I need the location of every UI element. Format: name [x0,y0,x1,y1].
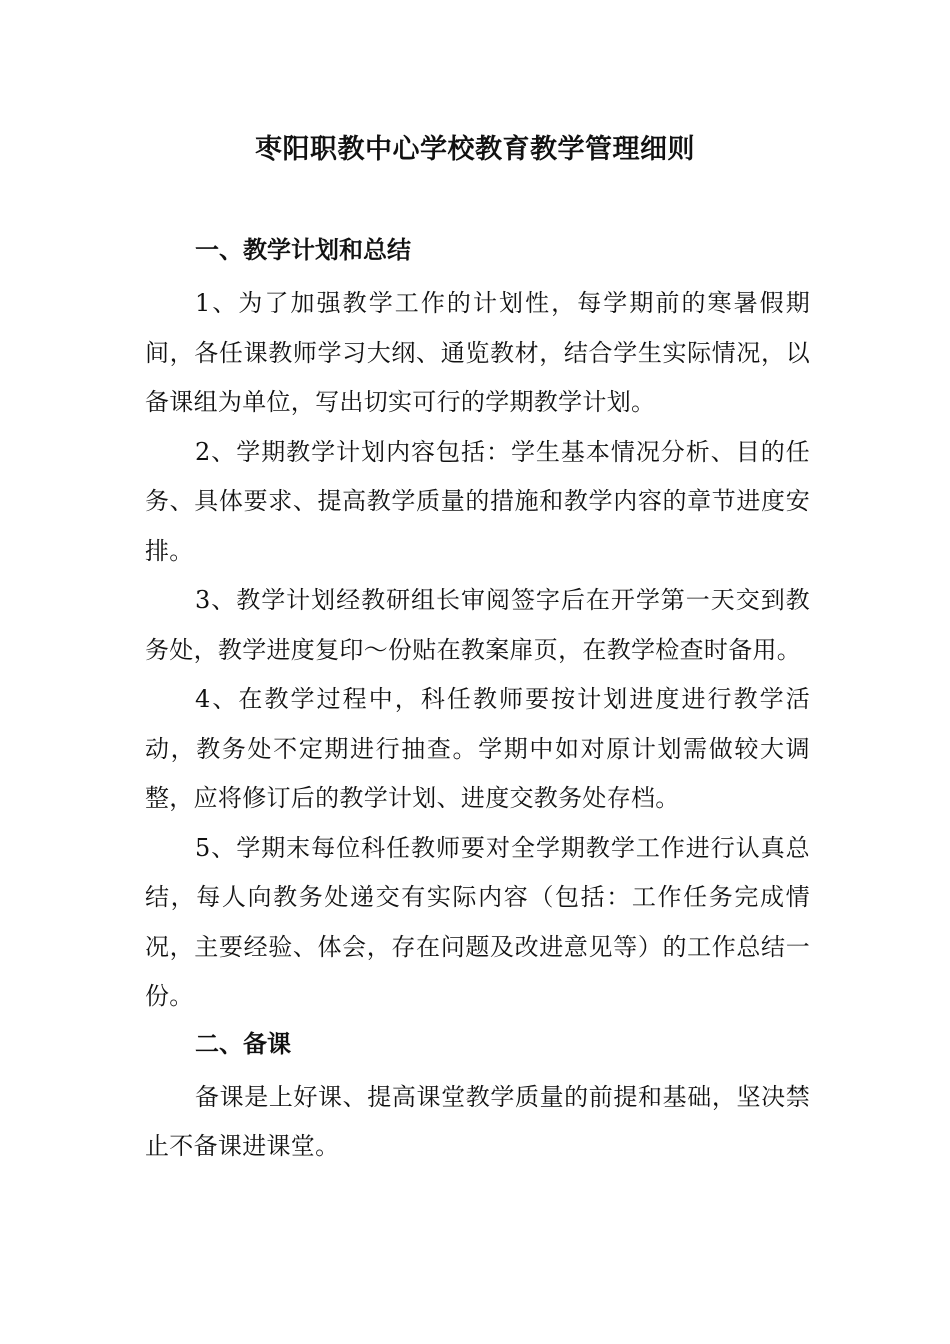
document-body [145,230,810,1172]
document-title: 枣阳职教中心学校教育教学管理细则 [255,134,695,165]
section-heading-1: 一、教学计划和总结 [195,235,411,264]
section-heading-2: 二、备课 [195,1028,291,1058]
paragraph-1-5: 5、学期末每位科任教师要对全学期教学工作进行认真总结，每人向教务处递交有实际内容（包括：工作任务完成情况，主要经验、体会，存在问题及改进意见等）的工作总结一份。 [145,833,810,1010]
paragraph-1-1: 1、为了加强教学工作的计划性，每学期前的寒暑假期间，各任课教师学习大纲、通览教材，结合学生实际情况，以备课组为单位，写出切实可行的学期教学计划。 [145,289,810,416]
paragraph-1-2: 2、学期教学计划内容包括：学生基本情况分析、目的任务、具体要求、提高教学质量的措施和教学内容的章节进度安排。 [145,437,810,565]
paragraph-2-1: 备课是上好课、提高课堂教学质量的前提和基础，坚决禁止不备课进课堂。 [145,1082,810,1160]
paragraph-1-4: 4、在教学过程中，科任教师要按计划进度进行教学活动，教务处不定期进行抽查。学期中如对原计划需做较大调整，应将修订后的教学计划、进度交教务处存档。 [145,685,810,812]
paragraph-1-3: 3、教学计划经教研组长审阅签字后在开学第一天交到教务处，教学进度复印～份贴在教案扉页，在教学检查时备用。 [145,586,810,664]
